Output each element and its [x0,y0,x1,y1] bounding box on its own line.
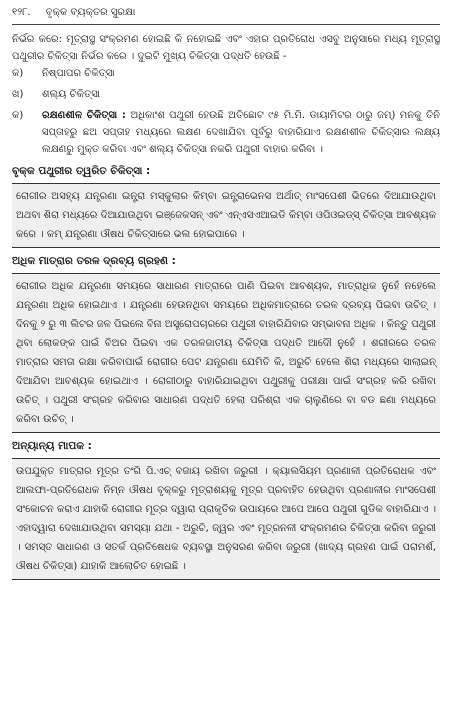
list-item-text: ଶଲ୍ୟ ଚିକିତ୍ସା [42,89,100,100]
section-heading: ବୃକ୍କ ପଥୁରୀର ତ୍ୱରିତ ଚିକିତ୍ସା : [12,165,151,177]
conservative-text: ଅଧିକାଂଶ ପଥୁରୀ ହେଉଛି ଅତିଛୋଟ ୯୫ ମି.ମି. ଡାୟାମିଟର ଠାରୁ ଜମ୍) ମନକୁ ତିନି ସପ୍ତାହରୁ ଛଅ ସପ୍ତାହ ମଧ୍ୟରେ ଲକ୍ଷଣ ଦେଖାଯିବା ପୂର୍ବରୁ ବାହାରିଯାଏ ରକ୍ଷଣଶୀଳ ଚିକିତ୍ସାର ଲକ୍ଷ୍ୟ ଲକ୍ଷଣରୁ ମୁକ୍ତ କରିବା ଏବଂ ଶଲ୍ୟ ଚିକିତ୍ସା ନକରି ପଥୁରୀ ବାହାର କରିବା । [42,110,441,155]
section-heading: ଅନ୍ୟାନ୍ୟ ମାପକ : [12,440,92,452]
list-marker: କ) [12,110,24,121]
running-title: ବୃକ୍କ ବ୍ୟକ୍ତର ସୁରକ୍ଷା [45,7,136,18]
list-item [12,86,440,103]
section-box [12,183,440,248]
list-item-text [42,107,440,158]
conservative-term: ରକ୍ଷଣଶୀଳ ଚିକିତ୍ସା : [42,110,126,121]
section-body: ଉପଯୁକ୍ତ ମାତ୍ରାର ମୂତ୍ର ତଂଗି ପି.ଏଚ୍ ବଜାୟ ରଖିବା ଜରୁରୀ । କ୍ୟାଲସିୟମ ପ୍ରଣାଳୀ ପ୍ରତିରୋଧକ ଏବଂ ଆଲଫା-ପ୍ରତିରୋଧକ ନିମ୍ନ ଔଷଧ ବୃକ୍କରୁ ମୂତ୍ରାଶୟକୁ ମୂତ୍ର ପ୍ରବାହିତ ହେଉଥିବା ପ୍ରଣାଳୀର ମାଂସପେଶୀ ସଂକୋଚନ କରାଏ ଯାହାକି ରୋଗୀର ମୂତ୍ର ଦ୍ୱାରା ପ୍ରାକୃତିକ ଉପାୟରେ ଆପେ ଆପେ ପଥୁରୀ ଗୁଡିକ ବାହାରିଯାଏ । ଏହାଦ୍ୱାରା ଦେଖାଯାଉଥିବା ସମସ୍ୟା ଯଥା - ଅରୁଚି, ଜ୍ୱର ଏବଂ ମୂତ୍ରନଳୀ ସଂକ୍ରମଣର ଚିକିତ୍ସା କରିବା ଜରୁରୀ । ସମସ୍ତ ସାଧାରଣ ଓ ସତର୍କ ପ୍ରତିଷେଧକ ବ୍ୟବସ୍ଥା ଅନୁସରଣ କରିବା ଜରୁରୀ (ଖାଦ୍ୟ ଗ୍ରହଣ ପାଇଁ ପରାମର୍ଶ, ଔଷଧ ଚିକିତ୍ସା) ଯାହାକି ଆଲୋଚିତ ହୋଇଛି । [16,466,436,572]
running-header [12,6,440,20]
conservative-treatment-item [12,107,440,158]
list-marker: କ) [12,68,24,79]
section-body: ରୋଗୀର ଅସହ୍ୟ ଯନ୍ତ୍ରଣା ଇନ୍ଟ୍ରା ମସ୍କୁଲାର କିମ୍ବା ଇନ୍ଟ୍ରାଭେନସ ଅର୍ଥାତ୍ ମାଂସପେଶୀ ଭିତରେ ଦିଆଯାଉଥିବା ଅଥବା ଶିରା ମଧ୍ୟରେ ଦିଆଯାଉଥିବା ଇଞ୍ଜେକସନ୍ ଏବଂ ଏନ୍ଏସଏଆଇଡି କିମ୍ବା ଓପିଓଇଡ୍ସ୍ ଚିକିତ୍ସା ଆବଶ୍ୟକ କରେ । କମ୍ ଯନ୍ତ୍ରଣା ଔଷଧ ଚିକିତ୍ସାରେ ଭଲ ହୋଇପାରେ । [16,191,436,240]
methods-list [12,65,440,158]
header-rule [12,24,440,25]
section-body: ରୋଗୀର ଅଧିକ ଯନ୍ତ୍ରଣା ସମୟରେ ସାଧାରଣ ମାତ୍ରାରେ ପାଣି ପିଇବା ଆବଶ୍ୟକ, ମାତ୍ରାଧିକ ନୁହେଁ ନହେଲେ ଯନ୍ତ୍ରଣା ଅଧିକ ହୋଇଥାଏ । ଯନ୍ତ୍ରଣା ହେଉନଥିବା ସମୟରେ ଅଧିକମାତ୍ରାରେ ତରଳ ଦ୍ରବ୍ୟ ପିଇବା ଉଚିତ୍ । ଦିନକୁ ୨ ରୁ ୩ ଲିଟର ଜଳ ପିଇଲେ ବିନା ଅସ୍ତ୍ରୋପଚାରରେ ପଥୁରୀ ବାହାରିଯିବାର ସମ୍ଭାବନା ଅଧିକ । କିନ୍ତୁ ପଥୁରୀ ଥିବା ଲୋକଙ୍କ ପାଇଁ ବିଅର ପିଇବା ଏକ ତରଳଜାତୀୟ ଚିକିତ୍ସା ପଦ୍ଧତି ଆଦୌ ନୁହେଁ । ଶରୀରରେ ତରଳ ମାତ୍ରାର ସମତା ରକ୍ଷା କରିବାପାଇଁ ରୋଗୀର ପେଟ ଯନ୍ତ୍ରଣା ଯେମିତି କି, ଅରୁଚି ହେଲେ ଶିରା ମଧ୍ୟରେ ସାଲାଇନ୍ ଦିଆଯିବା ଆବଶ୍ୟକ ହୋଇଥାଏ । ରୋଗୀଠାରୁ ବାହାରିଯାଇଥିବା ପଥୁରୀକୁ ପରୀକ୍ଷା ପାଇଁ ସଂଗ୍ରହ କରି ରଖିବା ଉଚିତ୍ । ପଥୁରୀ ସଂଗ୍ରହ କରିବାର ସାଧାରଣ ପଦ୍ଧତି ହେଲା ପରିଶ୍ରା ଏକ ଚାଲୁଣିରେ ବା ବଡ ଛଣା ମଧ୍ୟରେ କରିବା ଉଚିତ୍ । [16,281,436,425]
list-item [12,65,440,82]
page-number: ୧୨୮. [12,7,31,18]
section-heading: ଅଧିକ ମାତ୍ରାର ତରଳ ଦ୍ରବ୍ୟ ଗ୍ରହଣ : [12,255,176,267]
list-marker: ଖ) [12,89,24,100]
section-box [12,458,440,580]
intro-paragraph: ନିର୍ଭର କରେ: ମୂତ୍ରାସ୍ଥ ସଂକ୍ରମଣ ହୋଇଛି କି ନହୋଇଛି ଏବଂ ଏହାର ପ୍ରତିରୋଧ ଏସବୁ ଅନୁସାରେ ମଧ୍ୟ ମୂତ୍ରାସ୍ଥ ପଥୁରୀର ଚିକିତ୍ସା ନିର୍ଭର କରେ । ଦୁଇଟି ମୁଖ୍ୟ ଚିକିତ୍ସା ପଦ୍ଧତି ହେଉଛି - [12,34,440,62]
list-item-text: ନିଷ୍ପାପର ଚିକିତ୍ସା [42,68,115,79]
section-box [12,273,440,433]
